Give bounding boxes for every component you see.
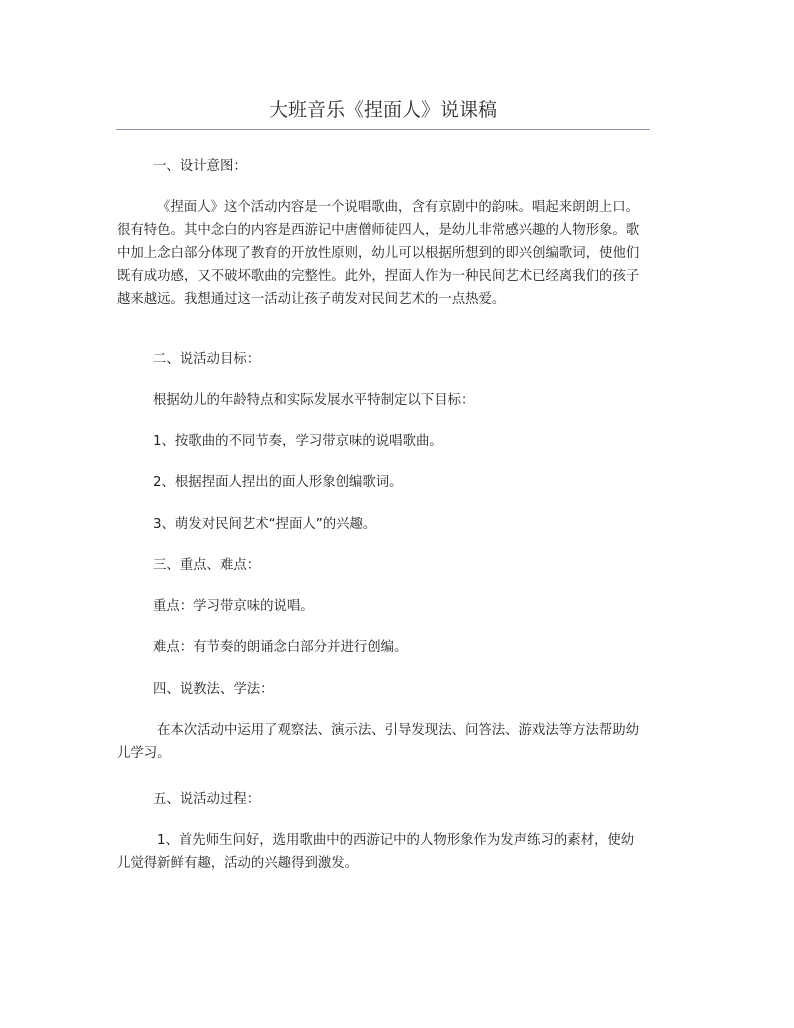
text-line: 儿觉得新鲜有趣，活动的兴趣得到激发。 [117,856,359,871]
text-line: 越来越远。我想通过这一活动让孩子萌发对民间艺术的一点热爱。 [117,292,506,307]
paragraph-methods [117,719,657,765]
text-line: 1、首先师生问好，选用歌曲中的西游记中的人物形象作为发声练习的素材，使幼 [157,833,635,848]
heading-key-points: 三、重点、难点： [153,558,261,573]
text-line: 儿学习。 [117,746,171,761]
text-line: 既有成功感，又不破坏歌曲的完整性。此外，捏面人作为一种民间艺术已经离我们的孩子 [117,269,640,284]
goal-item-2: 2、根据捏面人捏出的面人形象创编歌词。 [153,475,403,490]
key-point: 重点：学习带京味的说唱。 [153,599,314,614]
text-line: 《捏面人》这个活动内容是一个说唱歌曲，含有京剧中的韵味。唱起来朗朗上口。 [157,200,640,215]
heading-process: 五、说活动过程： [153,792,261,807]
difficulty-point: 难点：有节奏的朗诵念白部分并进行创编。 [153,640,408,655]
text-line: 中加上念白部分体现了教育的开放性原则，幼儿可以根据所想到的即兴创编歌词，使他们 [117,246,640,261]
goal-item-1: 1、按歌曲的不同节奏，学习带京味的说唱歌曲。 [153,434,443,449]
document-title: 大班音乐《捏面人》说课稿 [268,99,497,121]
heading-design-intent: 一、设计意图： [153,159,247,174]
title-underline [116,129,650,130]
text-line: 很有特色。其中念白的内容是西游记中唐僧师徒四人，是幼儿非常感兴趣的人物形象。歌 [117,223,640,238]
paragraph-process [117,829,657,875]
paragraph-design-intent [117,196,657,311]
text-line: 在本次活动中运用了观察法、演示法、引导发现法、问答法、游戏法等方法帮助幼 [157,723,640,738]
heading-methods: 四、说教法、学法： [153,682,274,697]
heading-activity-goals: 二、说活动目标： [153,352,261,367]
goals-intro: 根据幼儿的年龄特点和实际发展水平特制定以下目标： [153,393,475,408]
goal-item-3: 3、萌发对民间艺术“捏面人”的兴趣。 [153,517,377,532]
